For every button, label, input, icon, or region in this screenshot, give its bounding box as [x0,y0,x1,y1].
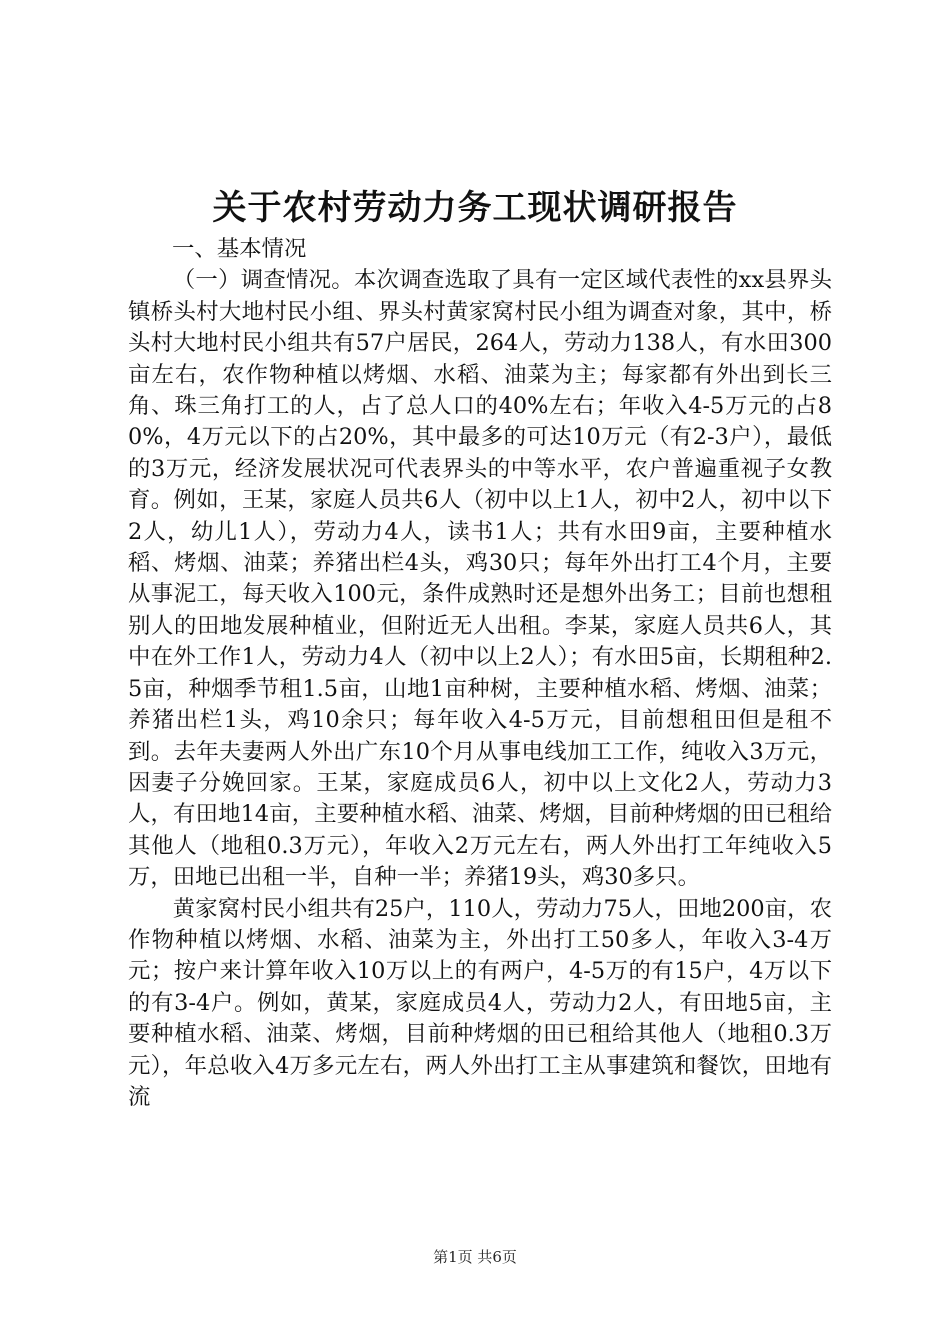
paragraph-survey-overview: （一）调查情况。本次调查选取了具有一定区域代表性的xx县界头镇桥头村大地村民小组、界头村黄家窝村民小组为调查对象，其中，桥头村大地村民小组共有57户居民，264人，劳动力138人，有水田300亩左右，农作物种植以烤烟、水稻、油菜为主；每家都有外出到长三角、珠三角打工的人，占了总人口的40%左右；年收入4-5万元的占80%，4万元以下的占20%，其中最多的可达10万元（有2-3户），最低的3万元，经济发展状况可代表界头的中等水平，农户普遍重视子女教育。例如，王某，家庭人员共6人（初中以上1人，初中2人，初中以下2人，幼儿1人），劳动力4人，读书1人；共有水田9亩，主要种植水稻、烤烟、油菜；养猪出栏4头，鸡30只；每年外出打工4个月，主要从事泥工，每天收入100元，条件成熟时还是想外出务工；目前也想租别人的田地发展种植业，但附近无人出租。李某，家庭人员共6人，其中在外工作1人，劳动力4人（初中以上2人）；有水田5亩，长期租种2.5亩，种烟季节租1.5亩，山地1亩种树，主要种植水稻、烤烟、油菜；养猪出栏1头，鸡10余只；每年收入4-5万元，目前想租田但是租不到。去年夫妻两人外出广东10个月从事电线加工工作，纯收入3万元，因妻子分娩回家。王某，家庭成员6人，初中以上文化2人，劳动力3人，有田地14亩，主要种植水稻、油菜、烤烟，目前种烤烟的田已租给其他人（地租0.3万元），年收入2万元左右，两人外出打工年纯收入5万，田地已出租一半，自种一半；养猪19头，鸡30多只。 [128,267,832,891]
document-body [128,234,832,1113]
page-footer: 第1页 共6页 [433,1248,517,1266]
paragraph-huangjiawo-group: 黄家窝村民小组共有25户，110人，劳动力75人，田地200亩，农作物种植以烤烟、水稻、油菜为主，外出打工50多人，年收入3-4万元；按户来计算年收入10万以上的有两户，4-5万的有15户，4万以下的有3-4户。例如，黄某，家庭成员4人，劳动力2人，有田地5亩，主要种植水稻、油菜、烤烟，目前种烤烟的田已租给其他人（地租0.3万元），年总收入4万多元左右，两人外出打工主从事建筑和餐饮，田地有流 [128,895,832,1110]
section-heading: 一、基本情况 [172,236,307,262]
document-title: 关于农村劳动力务工现状调研报告 [212,188,738,228]
